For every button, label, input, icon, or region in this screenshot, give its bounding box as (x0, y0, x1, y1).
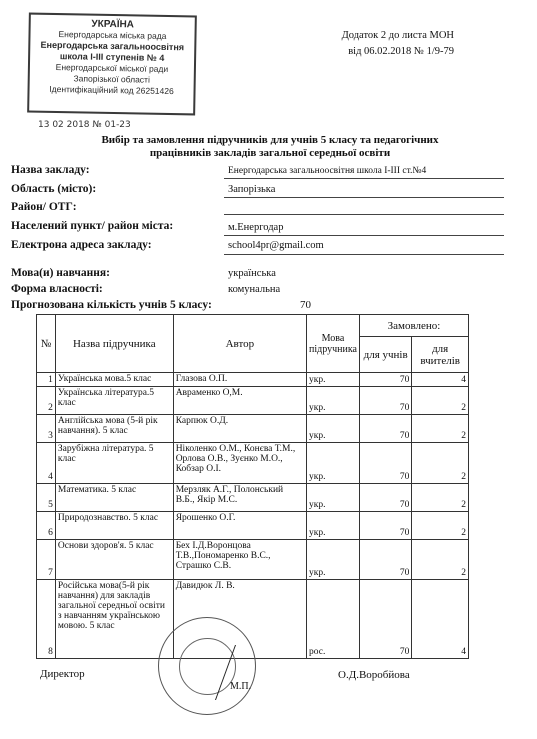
language-value: українська (228, 268, 276, 279)
header-author: Автор (173, 315, 306, 373)
row-book: Українська література.5 клас (55, 387, 173, 415)
director-label: Директор (40, 668, 85, 680)
table-row (37, 512, 469, 540)
row-num: 7 (37, 540, 56, 580)
table-row (37, 540, 469, 580)
row-lang: укр. (307, 373, 360, 387)
stamp-line: Ідентифікаційний код 26251426 (49, 83, 174, 97)
school-stamp (27, 13, 197, 116)
row-num: 6 (37, 512, 56, 540)
row-teachers: 2 (412, 484, 469, 512)
stamp-line: Енергодарська міська рада (58, 29, 167, 41)
stamp-line: УКРАЇНА (91, 18, 135, 31)
row-students: 70 (359, 512, 411, 540)
forecast-label: Прогнозована кількість учнів 5 класу: (11, 299, 212, 311)
row-num: 5 (37, 484, 56, 512)
email-value: school4pr@gmail.com (228, 240, 324, 251)
row-teachers: 2 (412, 387, 469, 415)
row-book: Зарубіжна література. 5 клас (55, 443, 173, 484)
row-lang: укр. (307, 484, 360, 512)
header-num: № (37, 315, 56, 373)
row-lang: укр. (307, 443, 360, 484)
table-row (37, 484, 469, 512)
row-author: Глазова О.П. (173, 373, 306, 387)
row-teachers: 2 (412, 512, 469, 540)
row-students: 70 (359, 580, 411, 659)
row-teachers: 2 (412, 443, 469, 484)
row-book: Англійська мова (5-й рік навчання). 5 клас (55, 415, 173, 443)
row-book: Російська мова(5-й рік навчання) для закладів загальної середньої освіти з навчанням українською мовою. 5 клас (55, 580, 173, 659)
stamp-line: Запорізької області (73, 73, 150, 85)
row-author: Карпюк О.Д. (173, 415, 306, 443)
mp-label: М.П. (230, 681, 252, 692)
row-book: Природознавство. 5 клас (55, 512, 173, 540)
row-lang: рос. (307, 580, 360, 659)
row-author: Ніколенко О.М., Конєва Т.М., Орлова О.В., Зуєнко М.О., Кобзар О.І. (173, 443, 306, 484)
district-label: Район/ ОТГ: (11, 201, 77, 213)
row-teachers: 4 (412, 373, 469, 387)
row-num: 8 (37, 580, 56, 659)
header-book: Назва підручника (55, 315, 173, 373)
header-teachers: для вчителів (412, 337, 469, 373)
title-line-2: працівників закладів загальної середньої освіти (149, 147, 391, 159)
table-row (37, 443, 469, 484)
stamp-line: Енергодарської міської ради (55, 62, 169, 74)
row-lang: укр. (307, 387, 360, 415)
attachment-line-1: Додаток 2 до листа МОН (341, 30, 454, 41)
stamp-line: Енергодарська загальноосвітня (40, 39, 185, 53)
table-row (37, 387, 469, 415)
row-book: Основи здоров'я. 5 клас (55, 540, 173, 580)
header-students: для учнів (359, 337, 411, 373)
textbook-table (36, 314, 469, 659)
underline (224, 178, 504, 179)
row-lang: укр. (307, 540, 360, 580)
row-teachers: 2 (412, 415, 469, 443)
underline (224, 235, 504, 236)
stamp-handwritten-date: 13 02 2018 № 01-23 (38, 120, 131, 130)
title-line-1: Вибір та замовлення підручників для учнів 5 класу та педагогічних (101, 134, 439, 146)
settlement-label: Населений пункт/ район міста: (11, 220, 174, 232)
row-author: Авраменко О,М. (173, 387, 306, 415)
header-lang: Мова підручника (307, 315, 360, 373)
stamp-line: школа І-ІІІ ступенів № 4 (59, 51, 165, 63)
ownership-label: Форма власності: (11, 283, 103, 295)
director-name: О.Д.Воробйова (338, 669, 410, 681)
row-students: 70 (359, 484, 411, 512)
row-students: 70 (359, 415, 411, 443)
row-num: 1 (37, 373, 56, 387)
row-author: Бех І.Д.Воронцова Т.В.,Пономаренко В.С., Страшко С.В. (173, 540, 306, 580)
table-row (37, 373, 469, 387)
row-author: Давидюк Л. В. (173, 580, 306, 659)
row-lang: укр. (307, 415, 360, 443)
language-label: Мова(и) навчання: (11, 267, 110, 279)
row-lang: укр. (307, 512, 360, 540)
row-num: 2 (37, 387, 56, 415)
row-teachers: 2 (412, 540, 469, 580)
underline (224, 197, 504, 198)
row-num: 3 (37, 415, 56, 443)
document-title (60, 134, 480, 160)
row-author: Ярошенко О.Г. (173, 512, 306, 540)
row-students: 70 (359, 540, 411, 580)
row-students: 70 (359, 387, 411, 415)
institution-value: Енергодарська загальноосвітня школа І-ІІІ ст.№4 (228, 166, 427, 176)
row-num: 4 (37, 443, 56, 484)
settlement-value: м.Енергодар (228, 222, 284, 233)
row-teachers: 4 (412, 580, 469, 659)
row-book: Математика. 5 клас (55, 484, 173, 512)
forecast-value: 70 (300, 299, 311, 311)
region-label: Область (місто): (11, 183, 97, 195)
region-value: Запорізька (228, 184, 276, 195)
ownership-value: комунальна (228, 284, 281, 295)
row-book: Українська мова.5 клас (55, 373, 173, 387)
email-label: Електрона адреса закладу: (11, 239, 152, 251)
row-author: Мерзляк А.Г., Полонський В.Б., Якір М.С. (173, 484, 306, 512)
underline (224, 214, 504, 215)
underline (224, 254, 504, 255)
row-students: 70 (359, 373, 411, 387)
attachment-line-2: від 06.02.2018 № 1/9-79 (348, 46, 454, 57)
table-row (37, 415, 469, 443)
header-ordered: Замовлено: (359, 315, 468, 337)
institution-label: Назва закладу: (11, 164, 90, 176)
row-students: 70 (359, 443, 411, 484)
